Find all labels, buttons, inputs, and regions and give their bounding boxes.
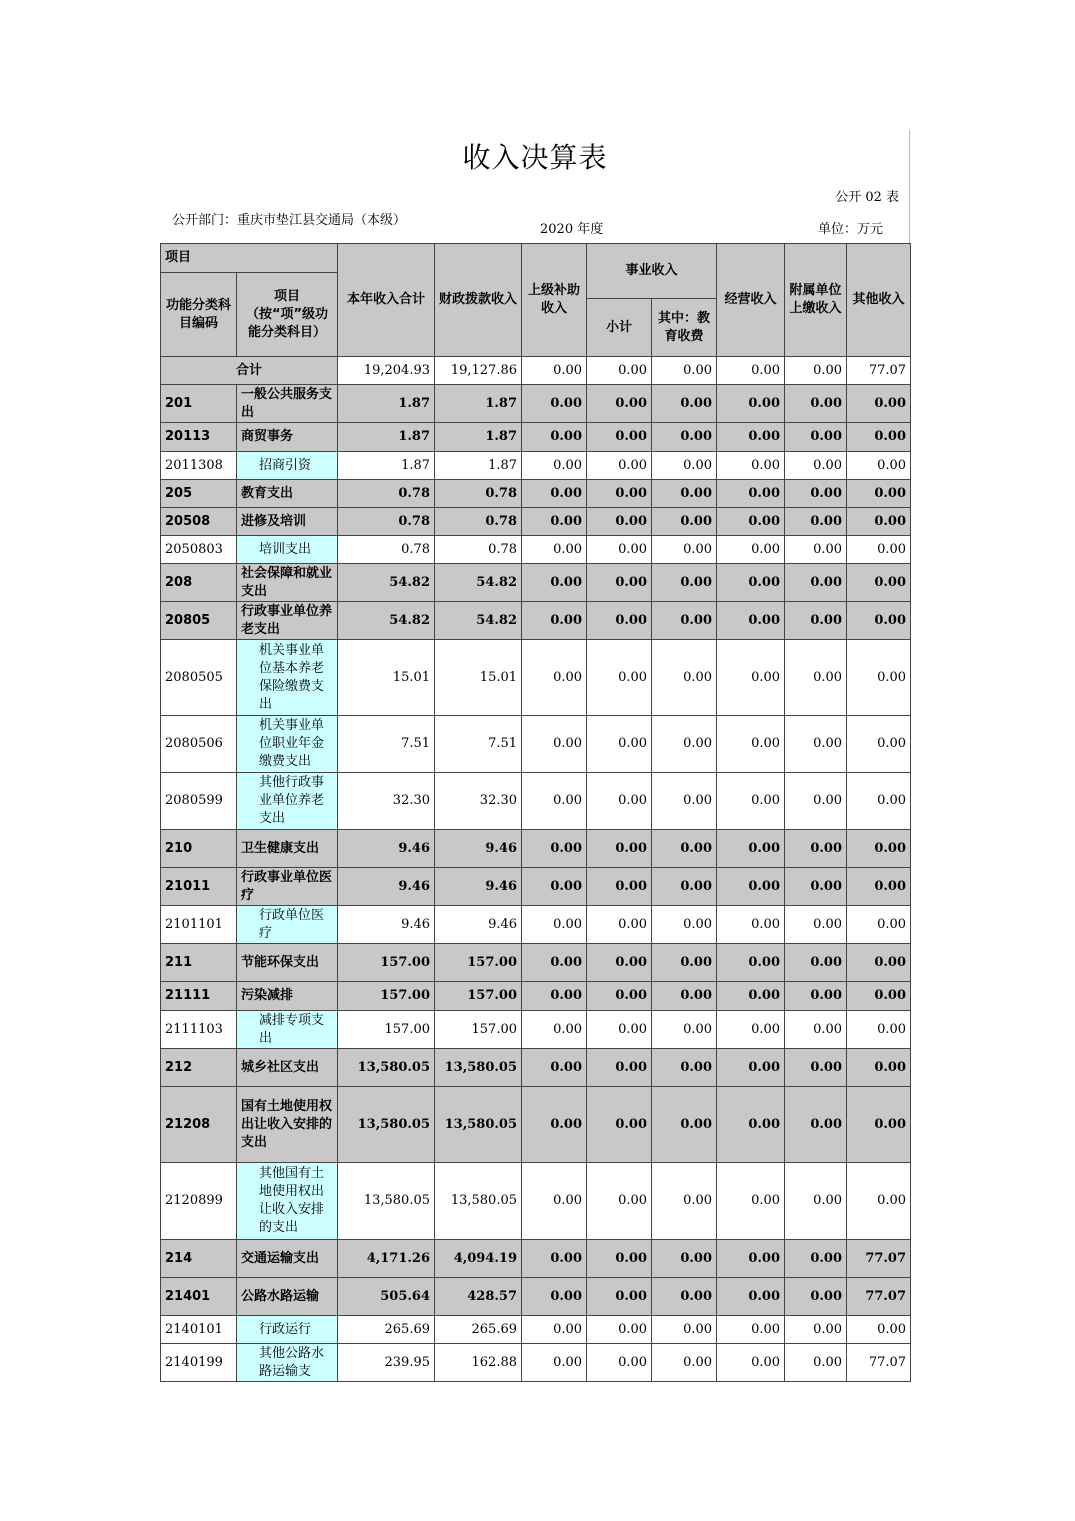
row-value: 0.00 bbox=[652, 1278, 717, 1316]
row-value: 0.00 bbox=[652, 423, 717, 452]
table-row bbox=[161, 536, 911, 564]
row-value: 0.00 bbox=[785, 868, 847, 906]
row-value: 0.00 bbox=[522, 906, 587, 944]
header-affiliated: 附属单位上缴收入 bbox=[785, 244, 847, 357]
income-table bbox=[160, 243, 911, 1382]
row-code: 2120899 bbox=[161, 1163, 237, 1240]
row-value: 0.00 bbox=[717, 564, 785, 602]
row-code: 21401 bbox=[161, 1278, 237, 1316]
row-value: 0.00 bbox=[652, 1049, 717, 1087]
row-code: 205 bbox=[161, 480, 237, 508]
row-value: 0.00 bbox=[652, 536, 717, 564]
row-value: 0.00 bbox=[717, 1011, 785, 1049]
row-value: 0.00 bbox=[587, 906, 652, 944]
row-value: 0.00 bbox=[522, 1087, 587, 1163]
row-value: 0.00 bbox=[717, 1344, 785, 1382]
table-row bbox=[161, 944, 911, 982]
row-value: 0.00 bbox=[652, 564, 717, 602]
row-value: 0.00 bbox=[717, 385, 785, 423]
row-value: 77.07 bbox=[847, 1278, 911, 1316]
row-code: 214 bbox=[161, 1240, 237, 1278]
total-cell: 0.00 bbox=[652, 357, 717, 385]
row-value: 0.00 bbox=[522, 480, 587, 508]
row-value: 9.46 bbox=[338, 830, 435, 868]
row-code: 2080599 bbox=[161, 773, 237, 830]
row-code: 210 bbox=[161, 830, 237, 868]
table-row bbox=[161, 508, 911, 536]
row-value: 0.00 bbox=[847, 716, 911, 773]
row-value: 0.00 bbox=[522, 602, 587, 640]
row-code: 2140199 bbox=[161, 1344, 237, 1382]
row-value: 0.00 bbox=[847, 602, 911, 640]
row-value: 0.00 bbox=[847, 1049, 911, 1087]
row-value: 0.00 bbox=[785, 564, 847, 602]
row-value: 0.00 bbox=[785, 982, 847, 1011]
row-value: 7.51 bbox=[338, 716, 435, 773]
row-value: 0.00 bbox=[652, 982, 717, 1011]
row-value: 0.00 bbox=[717, 1240, 785, 1278]
header-row-1 bbox=[161, 244, 911, 273]
fiscal-year: 2020 年度 bbox=[540, 222, 604, 237]
total-cell: 19,127.86 bbox=[435, 357, 522, 385]
total-label: 合计 bbox=[161, 357, 338, 385]
total-cell: 0.00 bbox=[785, 357, 847, 385]
row-value: 0.00 bbox=[522, 640, 587, 716]
row-value: 0.00 bbox=[522, 1316, 587, 1344]
row-value: 0.00 bbox=[587, 830, 652, 868]
row-value: 0.00 bbox=[785, 944, 847, 982]
row-value: 0.00 bbox=[587, 452, 652, 480]
row-value: 0.00 bbox=[717, 1316, 785, 1344]
row-value: 0.00 bbox=[587, 868, 652, 906]
row-value: 9.46 bbox=[435, 906, 522, 944]
row-value: 0.00 bbox=[587, 1316, 652, 1344]
row-value: 0.78 bbox=[435, 536, 522, 564]
row-value: 0.00 bbox=[847, 564, 911, 602]
row-value: 0.00 bbox=[717, 773, 785, 830]
header-code: 功能分类科目编码 bbox=[161, 273, 237, 357]
row-code: 208 bbox=[161, 564, 237, 602]
row-value: 0.00 bbox=[785, 716, 847, 773]
row-name: 其他行政事业单位养老支出 bbox=[237, 773, 338, 830]
total-cell: 0.00 bbox=[522, 357, 587, 385]
table-row bbox=[161, 423, 911, 452]
row-value: 0.00 bbox=[522, 773, 587, 830]
row-value: 0.00 bbox=[785, 1316, 847, 1344]
row-value: 0.78 bbox=[435, 508, 522, 536]
row-value: 0.78 bbox=[338, 536, 435, 564]
row-value: 0.00 bbox=[847, 480, 911, 508]
row-value: 0.00 bbox=[522, 423, 587, 452]
row-value: 0.00 bbox=[847, 830, 911, 868]
row-value: 0.78 bbox=[338, 480, 435, 508]
total-cell: 77.07 bbox=[847, 357, 911, 385]
row-value: 0.00 bbox=[522, 536, 587, 564]
row-value: 0.00 bbox=[717, 602, 785, 640]
header-career-subtotal: 小计 bbox=[587, 299, 652, 357]
row-code: 20113 bbox=[161, 423, 237, 452]
table-row bbox=[161, 480, 911, 508]
row-value: 0.00 bbox=[847, 1316, 911, 1344]
row-value: 0.00 bbox=[785, 773, 847, 830]
row-name: 进修及培训 bbox=[237, 508, 338, 536]
row-value: 0.00 bbox=[587, 480, 652, 508]
header-fiscal: 财政拨款收入 bbox=[435, 244, 522, 357]
row-name: 培训支出 bbox=[237, 536, 338, 564]
total-cell: 0.00 bbox=[587, 357, 652, 385]
row-value: 0.00 bbox=[717, 944, 785, 982]
row-value: 13,580.05 bbox=[338, 1163, 435, 1240]
row-value: 0.00 bbox=[785, 1087, 847, 1163]
row-value: 0.00 bbox=[652, 868, 717, 906]
row-value: 0.00 bbox=[847, 982, 911, 1011]
header-total: 本年收入合计 bbox=[338, 244, 435, 357]
row-name: 交通运输支出 bbox=[237, 1240, 338, 1278]
row-value: 0.00 bbox=[847, 1163, 911, 1240]
total-cell: 0.00 bbox=[717, 357, 785, 385]
row-name: 行政事业单位养老支出 bbox=[237, 602, 338, 640]
row-value: 0.00 bbox=[847, 1087, 911, 1163]
row-value: 0.00 bbox=[652, 906, 717, 944]
row-code: 21011 bbox=[161, 868, 237, 906]
row-value: 0.00 bbox=[717, 452, 785, 480]
row-value: 1.87 bbox=[435, 423, 522, 452]
table-row bbox=[161, 1240, 911, 1278]
row-code: 20805 bbox=[161, 602, 237, 640]
row-value: 0.00 bbox=[522, 1163, 587, 1240]
row-value: 0.00 bbox=[522, 716, 587, 773]
row-value: 0.00 bbox=[587, 716, 652, 773]
row-value: 0.00 bbox=[785, 640, 847, 716]
row-value: 0.00 bbox=[785, 1344, 847, 1382]
row-value: 1.87 bbox=[435, 452, 522, 480]
table-row bbox=[161, 1344, 911, 1382]
table-row bbox=[161, 1011, 911, 1049]
row-code: 2011308 bbox=[161, 452, 237, 480]
total-cell: 19,204.93 bbox=[338, 357, 435, 385]
row-value: 0.00 bbox=[587, 385, 652, 423]
table-row bbox=[161, 602, 911, 640]
row-value: 0.00 bbox=[785, 602, 847, 640]
row-code: 2140101 bbox=[161, 1316, 237, 1344]
row-name: 节能环保支出 bbox=[237, 944, 338, 982]
row-value: 0.00 bbox=[652, 1240, 717, 1278]
table-row bbox=[161, 1278, 911, 1316]
row-name: 城乡社区支出 bbox=[237, 1049, 338, 1087]
row-value: 0.00 bbox=[717, 1163, 785, 1240]
row-value: 0.00 bbox=[717, 1087, 785, 1163]
row-name: 社会保障和就业支出 bbox=[237, 564, 338, 602]
row-value: 0.00 bbox=[652, 830, 717, 868]
row-value: 0.00 bbox=[717, 480, 785, 508]
row-value: 1.87 bbox=[338, 423, 435, 452]
row-value: 0.00 bbox=[717, 982, 785, 1011]
row-value: 0.78 bbox=[338, 508, 435, 536]
row-value: 77.07 bbox=[847, 1240, 911, 1278]
row-value: 0.00 bbox=[522, 830, 587, 868]
row-name: 教育支出 bbox=[237, 480, 338, 508]
row-value: 9.46 bbox=[435, 868, 522, 906]
row-value: 0.00 bbox=[522, 982, 587, 1011]
header-subsidy: 上级补助收入 bbox=[522, 244, 587, 357]
row-value: 0.00 bbox=[717, 640, 785, 716]
row-value: 1.87 bbox=[338, 452, 435, 480]
row-value: 0.00 bbox=[587, 1344, 652, 1382]
total-row bbox=[161, 357, 911, 385]
row-value: 0.00 bbox=[785, 1049, 847, 1087]
row-value: 0.00 bbox=[847, 452, 911, 480]
row-value: 0.00 bbox=[717, 536, 785, 564]
header-name: 项目（按“项”级功能分类科目） bbox=[237, 273, 338, 357]
table-row bbox=[161, 452, 911, 480]
row-value: 0.00 bbox=[717, 1278, 785, 1316]
row-value: 0.00 bbox=[522, 1240, 587, 1278]
row-value: 157.00 bbox=[338, 982, 435, 1011]
row-value: 0.00 bbox=[847, 906, 911, 944]
row-value: 505.64 bbox=[338, 1278, 435, 1316]
row-value: 0.00 bbox=[522, 1011, 587, 1049]
row-name: 其他国有土地使用权出让收入安排的支出 bbox=[237, 1163, 338, 1240]
table-row bbox=[161, 1087, 911, 1163]
header-item: 项目 bbox=[161, 244, 338, 273]
row-value: 0.00 bbox=[785, 452, 847, 480]
row-name: 行政单位医疗 bbox=[237, 906, 338, 944]
row-value: 0.00 bbox=[587, 1011, 652, 1049]
row-name: 商贸事务 bbox=[237, 423, 338, 452]
table-row bbox=[161, 773, 911, 830]
page-title: 收入决算表 bbox=[462, 141, 608, 174]
row-value: 9.46 bbox=[435, 830, 522, 868]
row-value: 0.00 bbox=[522, 1344, 587, 1382]
table-row bbox=[161, 716, 911, 773]
row-value: 9.46 bbox=[338, 906, 435, 944]
row-value: 0.00 bbox=[522, 452, 587, 480]
row-value: 0.00 bbox=[785, 480, 847, 508]
table-row bbox=[161, 906, 911, 944]
row-value: 54.82 bbox=[435, 602, 522, 640]
row-code: 212 bbox=[161, 1049, 237, 1087]
row-value: 15.01 bbox=[338, 640, 435, 716]
row-value: 0.00 bbox=[652, 508, 717, 536]
row-value: 0.00 bbox=[847, 944, 911, 982]
row-value: 0.00 bbox=[847, 385, 911, 423]
row-name: 其他公路水路运输支 bbox=[237, 1344, 338, 1382]
row-value: 1.87 bbox=[338, 385, 435, 423]
form-number: 公开 02 表 bbox=[835, 190, 899, 205]
header-career: 事业收入 bbox=[587, 244, 717, 299]
row-name: 国有土地使用权出让收入安排的支出 bbox=[237, 1087, 338, 1163]
table-row bbox=[161, 868, 911, 906]
row-value: 157.00 bbox=[338, 944, 435, 982]
row-value: 15.01 bbox=[435, 640, 522, 716]
row-value: 32.30 bbox=[435, 773, 522, 830]
row-value: 13,580.05 bbox=[435, 1087, 522, 1163]
row-value: 0.00 bbox=[652, 716, 717, 773]
row-value: 0.00 bbox=[587, 1087, 652, 1163]
row-value: 0.00 bbox=[785, 423, 847, 452]
row-value: 0.00 bbox=[717, 868, 785, 906]
row-value: 0.00 bbox=[785, 1278, 847, 1316]
row-value: 239.95 bbox=[338, 1344, 435, 1382]
row-code: 201 bbox=[161, 385, 237, 423]
row-value: 0.00 bbox=[785, 508, 847, 536]
row-value: 0.00 bbox=[785, 830, 847, 868]
row-value: 265.69 bbox=[435, 1316, 522, 1344]
row-value: 0.00 bbox=[847, 423, 911, 452]
row-name: 公路水路运输 bbox=[237, 1278, 338, 1316]
row-value: 0.00 bbox=[785, 1011, 847, 1049]
table-row bbox=[161, 564, 911, 602]
table-row bbox=[161, 1316, 911, 1344]
row-value: 0.00 bbox=[847, 640, 911, 716]
row-value: 77.07 bbox=[847, 1344, 911, 1382]
row-value: 54.82 bbox=[435, 564, 522, 602]
row-code: 21111 bbox=[161, 982, 237, 1011]
row-name: 机关事业单位基本养老保险缴费支出 bbox=[237, 640, 338, 716]
row-value: 13,580.05 bbox=[338, 1087, 435, 1163]
table-row bbox=[161, 830, 911, 868]
row-value: 157.00 bbox=[338, 1011, 435, 1049]
row-value: 0.00 bbox=[652, 640, 717, 716]
row-value: 1.87 bbox=[435, 385, 522, 423]
row-name: 减排专项支出 bbox=[237, 1011, 338, 1049]
table-row bbox=[161, 982, 911, 1011]
row-value: 0.00 bbox=[587, 1049, 652, 1087]
row-value: 0.00 bbox=[522, 564, 587, 602]
row-value: 0.00 bbox=[847, 536, 911, 564]
row-value: 0.00 bbox=[652, 1344, 717, 1382]
row-value: 13,580.05 bbox=[435, 1163, 522, 1240]
row-value: 0.00 bbox=[652, 944, 717, 982]
table-row bbox=[161, 640, 911, 716]
row-value: 0.00 bbox=[587, 536, 652, 564]
header-other: 其他收入 bbox=[847, 244, 911, 357]
row-value: 157.00 bbox=[435, 1011, 522, 1049]
row-value: 0.00 bbox=[652, 773, 717, 830]
row-code: 20508 bbox=[161, 508, 237, 536]
row-value: 0.00 bbox=[587, 564, 652, 602]
row-value: 0.00 bbox=[587, 773, 652, 830]
row-value: 0.00 bbox=[522, 385, 587, 423]
row-value: 54.82 bbox=[338, 602, 435, 640]
row-value: 157.00 bbox=[435, 982, 522, 1011]
row-value: 0.00 bbox=[652, 452, 717, 480]
row-value: 162.88 bbox=[435, 1344, 522, 1382]
row-value: 0.00 bbox=[717, 423, 785, 452]
row-value: 0.00 bbox=[652, 385, 717, 423]
row-value: 0.00 bbox=[522, 1278, 587, 1316]
row-code: 2101101 bbox=[161, 906, 237, 944]
table-row bbox=[161, 385, 911, 423]
row-value: 13,580.05 bbox=[338, 1049, 435, 1087]
row-value: 0.00 bbox=[652, 1087, 717, 1163]
row-value: 0.00 bbox=[847, 773, 911, 830]
row-value: 0.00 bbox=[522, 508, 587, 536]
row-value: 0.00 bbox=[652, 1163, 717, 1240]
header-operating: 经营收入 bbox=[717, 244, 785, 357]
row-value: 265.69 bbox=[338, 1316, 435, 1344]
row-value: 4,094.19 bbox=[435, 1240, 522, 1278]
unit-label: 单位：万元 bbox=[818, 222, 884, 237]
row-value: 0.00 bbox=[587, 1240, 652, 1278]
row-value: 428.57 bbox=[435, 1278, 522, 1316]
row-value: 0.00 bbox=[587, 423, 652, 452]
row-value: 0.00 bbox=[587, 508, 652, 536]
row-value: 0.00 bbox=[652, 602, 717, 640]
row-value: 0.00 bbox=[587, 602, 652, 640]
row-value: 0.78 bbox=[435, 480, 522, 508]
row-name: 污染减排 bbox=[237, 982, 338, 1011]
row-value: 0.00 bbox=[717, 508, 785, 536]
row-value: 0.00 bbox=[785, 1240, 847, 1278]
row-value: 157.00 bbox=[435, 944, 522, 982]
row-value: 0.00 bbox=[847, 1011, 911, 1049]
row-value: 0.00 bbox=[587, 640, 652, 716]
row-name: 机关事业单位职业年金缴费支出 bbox=[237, 716, 338, 773]
row-value: 0.00 bbox=[847, 868, 911, 906]
row-value: 0.00 bbox=[652, 480, 717, 508]
row-value: 0.00 bbox=[785, 536, 847, 564]
row-name: 招商引资 bbox=[237, 452, 338, 480]
row-value: 0.00 bbox=[587, 982, 652, 1011]
row-code: 2080505 bbox=[161, 640, 237, 716]
row-name: 一般公共服务支出 bbox=[237, 385, 338, 423]
row-value: 32.30 bbox=[338, 773, 435, 830]
row-value: 9.46 bbox=[338, 868, 435, 906]
row-value: 0.00 bbox=[587, 944, 652, 982]
row-value: 0.00 bbox=[785, 906, 847, 944]
row-value: 0.00 bbox=[587, 1163, 652, 1240]
row-name: 行政运行 bbox=[237, 1316, 338, 1344]
row-value: 4,171.26 bbox=[338, 1240, 435, 1278]
row-name: 卫生健康支出 bbox=[237, 830, 338, 868]
row-code: 2111103 bbox=[161, 1011, 237, 1049]
row-code: 2050803 bbox=[161, 536, 237, 564]
row-value: 0.00 bbox=[522, 944, 587, 982]
table-row bbox=[161, 1049, 911, 1087]
row-value: 0.00 bbox=[785, 385, 847, 423]
row-value: 0.00 bbox=[717, 1049, 785, 1087]
row-value: 13,580.05 bbox=[435, 1049, 522, 1087]
row-value: 0.00 bbox=[522, 1049, 587, 1087]
row-value: 0.00 bbox=[587, 1278, 652, 1316]
row-code: 211 bbox=[161, 944, 237, 982]
header-career-edu: 其中：教育收费 bbox=[652, 299, 717, 357]
row-value: 0.00 bbox=[717, 906, 785, 944]
row-value: 0.00 bbox=[717, 716, 785, 773]
row-value: 54.82 bbox=[338, 564, 435, 602]
row-value: 0.00 bbox=[522, 868, 587, 906]
department-label: 公开部门：重庆市垫江县交通局（本级） bbox=[172, 213, 407, 228]
row-code: 21208 bbox=[161, 1087, 237, 1163]
row-value: 7.51 bbox=[435, 716, 522, 773]
row-value: 0.00 bbox=[785, 1163, 847, 1240]
row-value: 0.00 bbox=[847, 508, 911, 536]
table-row bbox=[161, 1163, 911, 1240]
row-code: 2080506 bbox=[161, 716, 237, 773]
row-value: 0.00 bbox=[652, 1011, 717, 1049]
row-value: 0.00 bbox=[652, 1316, 717, 1344]
row-value: 0.00 bbox=[717, 830, 785, 868]
row-name: 行政事业单位医疗 bbox=[237, 868, 338, 906]
